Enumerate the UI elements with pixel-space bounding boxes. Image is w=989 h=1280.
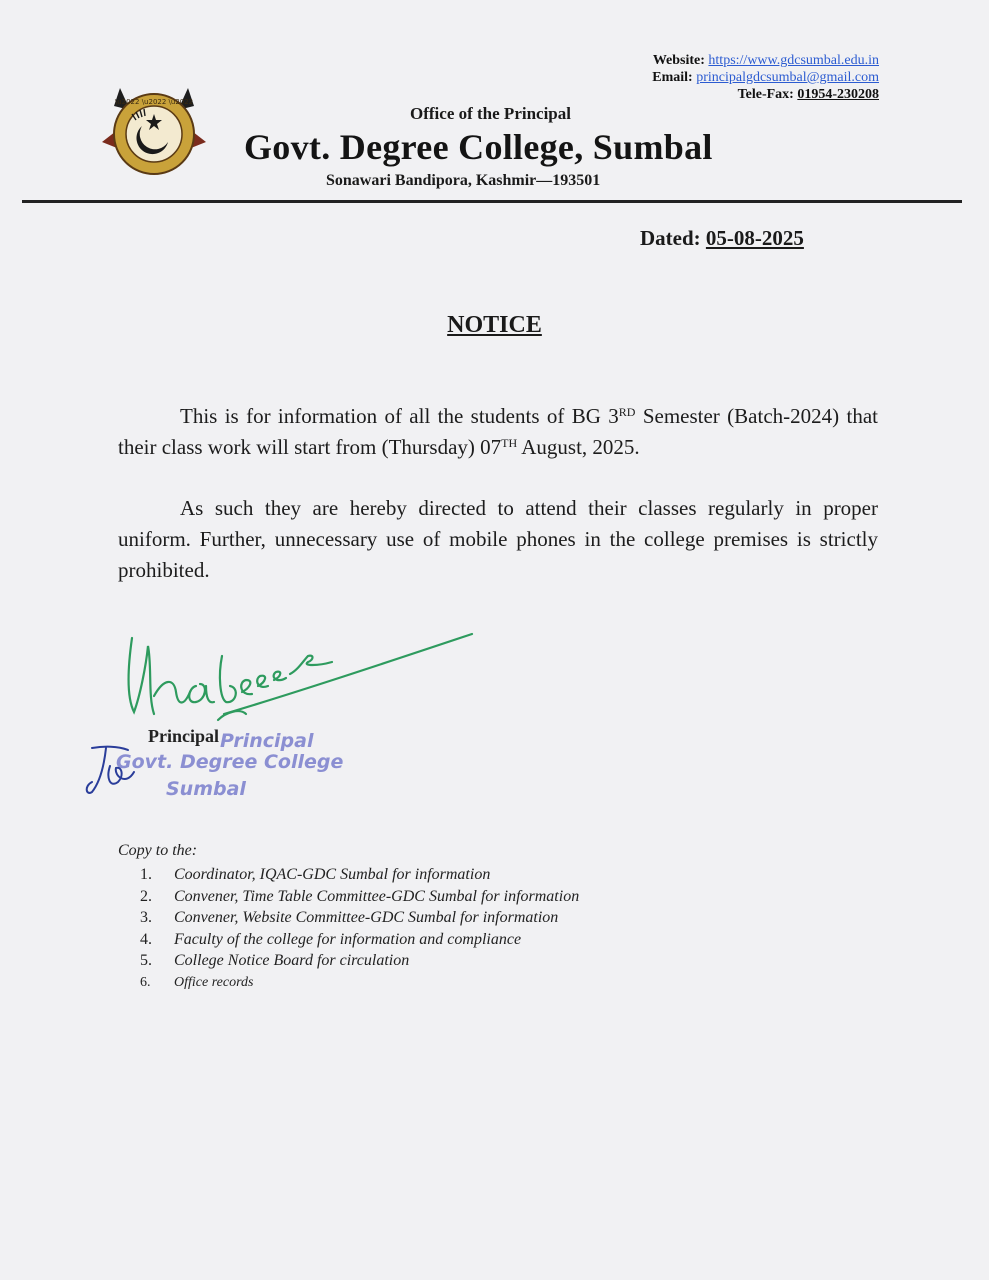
date-line (640, 226, 804, 251)
college-address: Sonawari Bandipora, Kashmir—193501 (326, 172, 601, 189)
email-link[interactable]: principalgdcsumbal@gmail.com (696, 70, 879, 85)
date-label: Dated: (640, 226, 701, 250)
notice-paragraph-1 (118, 401, 878, 463)
initials-signature-icon (84, 742, 144, 798)
para1-sup-2: TH (501, 436, 518, 450)
para1-text-a: This is for information of all the students of BG 3 (180, 404, 619, 428)
website-label: Website: (652, 53, 705, 68)
copy-heading: Copy to the: (118, 842, 198, 859)
list-item: 5. College Notice Board for circulation (140, 952, 410, 969)
notice-title: NOTICE (447, 312, 542, 338)
college-name: Govt. Degree College, Sumbal (244, 127, 713, 167)
college-logo-icon (98, 80, 210, 180)
para1-text-c: August, 2025. (517, 435, 640, 459)
notice-paragraph-2: As such they are hereby directed to attend their classes regularly in proper uniform. Further, unnecessary use of mobile phones in the college premises is strictly prohibited. (118, 496, 878, 582)
principal-signature-icon (118, 626, 488, 726)
list-item: 2. Convener, Time Table Committee-GDC Sumbal for information (140, 887, 580, 905)
website-link[interactable]: https://www.gdcsumbal.edu.in (708, 53, 879, 68)
copy-list (140, 864, 579, 993)
list-item: 3. Convener, Website Committee-GDC Sumbal for information (140, 909, 559, 926)
para1-sup-1: RD (618, 405, 636, 419)
fax-label: Tele-Fax: (737, 87, 794, 102)
svg-text:\u2022 \u2022 \u2022: \u2022 \u2022 \u2022 (114, 98, 194, 106)
email-label: Email: (652, 70, 693, 85)
list-item: 1. Coordinator, IQAC-GDC Sumbal for information (140, 866, 491, 883)
list-item: 6. Office records (140, 974, 254, 990)
para1-text-b: Semester (Batch-2024) that their class work will start from (Thursday) 07 (118, 404, 878, 459)
date-value: 05-08-2025 (705, 226, 804, 250)
fax-number: 01954-230208 (797, 87, 879, 102)
contact-block (652, 52, 879, 103)
principal-title: Principal (148, 726, 219, 746)
stamp-sumbal: Sumbal (166, 778, 246, 800)
list-item: 4. Faculty of the college for information and compliance (140, 930, 522, 948)
header-divider (22, 200, 962, 203)
stamp-college: Govt. Degree College (116, 751, 344, 773)
office-title: Office of the Principal (410, 104, 571, 123)
stamp-principal: Principal (220, 730, 314, 752)
